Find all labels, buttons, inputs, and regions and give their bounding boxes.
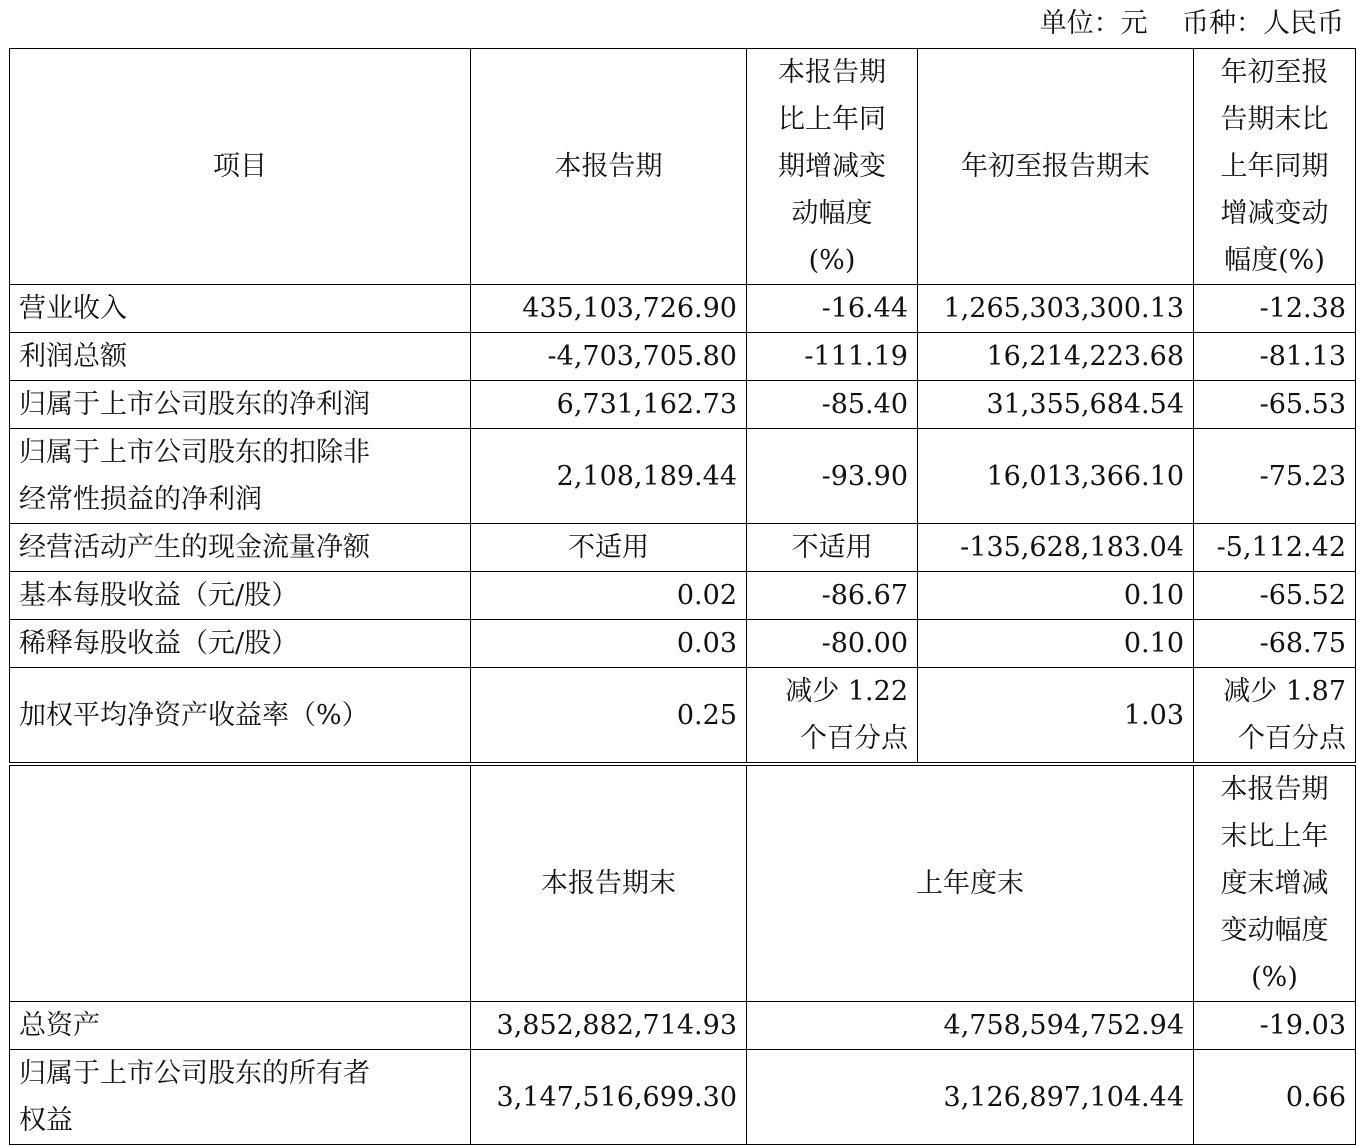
header-row	[10, 49, 1356, 285]
row-current-period: -4,703,705.80	[471, 333, 747, 381]
header-row-balance	[10, 764, 1356, 1002]
row-ytd: 16,013,366.10	[918, 429, 1194, 524]
row-current-yoy: -86.67	[747, 572, 918, 620]
row-current-yoy: 不适用	[747, 524, 918, 572]
row-item-line: 经常性损益的净利润	[19, 484, 262, 515]
header-line: 本报告期	[778, 57, 886, 88]
row-item-line: 权益	[19, 1105, 73, 1136]
row-ytd: -135,628,183.04	[918, 524, 1194, 572]
table-row	[10, 620, 1356, 668]
row-ytd: 0.10	[918, 572, 1194, 620]
table-row	[10, 333, 1356, 381]
row-ytd: 16,214,223.68	[918, 333, 1194, 381]
row-change: -19.03	[1194, 1002, 1356, 1050]
row-current-yoy: -85.40	[747, 381, 918, 429]
table-row	[10, 572, 1356, 620]
row-ytd-yoy: -12.38	[1194, 285, 1356, 333]
header-current-yoy	[747, 49, 918, 285]
header-line: 期增减变	[778, 151, 886, 182]
row-item: 利润总额	[10, 333, 471, 381]
row-item: 基本每股收益（元/股）	[10, 572, 471, 620]
row-ytd-yoy	[1194, 668, 1356, 765]
header-line: 末比上年	[1220, 821, 1329, 852]
header-line: 上年同期	[1220, 151, 1329, 182]
row-ytd-yoy: -5,112.42	[1194, 524, 1356, 572]
header-ytd-label: 年初至报告期末	[961, 151, 1150, 182]
header-current-period-label: 本报告期	[554, 151, 663, 182]
row-item: 营业收入	[10, 285, 471, 333]
row-item	[10, 1050, 471, 1145]
row-ytd-yoy: -65.52	[1194, 572, 1356, 620]
row-item	[10, 429, 471, 524]
header-line: 告期末比	[1220, 104, 1329, 135]
header-change	[1194, 764, 1356, 1002]
table-row	[10, 285, 1356, 333]
header-item-label: 项目	[213, 151, 267, 182]
row-ytd-yoy: -65.53	[1194, 381, 1356, 429]
row-ytd-yoy: -75.23	[1194, 429, 1356, 524]
table-row	[10, 429, 1356, 524]
table-row	[10, 668, 1356, 765]
row-current-yoy-line: 减少 1.22	[785, 676, 908, 707]
header-ytd-yoy	[1194, 49, 1356, 285]
row-current-yoy: -16.44	[747, 285, 918, 333]
row-current-yoy: -93.90	[747, 429, 918, 524]
unit-currency-note: 单位：元 币种：人民币	[1039, 8, 1344, 39]
header-ytd	[918, 49, 1194, 285]
row-item-line: 归属于上市公司股东的所有者	[19, 1058, 370, 1089]
row-ytd: 31,355,684.54	[918, 381, 1194, 429]
row-ytd-yoy: -68.75	[1194, 620, 1356, 668]
row-current-period: 0.03	[471, 620, 747, 668]
header-item	[10, 49, 471, 285]
row-current-yoy-line: 个百分点	[800, 723, 908, 754]
row-item: 稀释每股收益（元/股）	[10, 620, 471, 668]
row-current-yoy	[747, 668, 918, 765]
row-ytd: 0.10	[918, 620, 1194, 668]
row-item-line: 归属于上市公司股东的扣除非	[19, 437, 370, 468]
row-current-yoy: -111.19	[747, 333, 918, 381]
header-current-period	[471, 49, 747, 285]
table-row	[10, 381, 1356, 429]
row-ytd: 1,265,303,300.13	[918, 285, 1194, 333]
row-prior-year-end: 3,126,897,104.44	[747, 1050, 1194, 1145]
row-ytd-yoy-line: 减少 1.87	[1223, 676, 1346, 707]
row-current-period: 不适用	[471, 524, 747, 572]
header-line: 增减变动	[1220, 198, 1329, 229]
row-current-period: 0.02	[471, 572, 747, 620]
table-row	[10, 1002, 1356, 1050]
row-ytd: 1.03	[918, 668, 1194, 765]
financial-data-table	[9, 48, 1356, 1145]
header-line: 动幅度	[791, 198, 873, 229]
row-current-period: 435,103,726.90	[471, 285, 747, 333]
row-item: 归属于上市公司股东的净利润	[10, 381, 471, 429]
row-current-period: 2,108,189.44	[471, 429, 747, 524]
header-item-blank	[10, 764, 471, 1002]
header-line: 幅度(%)	[1224, 245, 1325, 276]
header-line: 变动幅度	[1220, 915, 1329, 946]
table-row	[10, 1050, 1356, 1145]
table-row	[10, 524, 1356, 572]
row-item: 总资产	[10, 1002, 471, 1050]
header-line: (%)	[1251, 962, 1298, 993]
row-current-yoy: -80.00	[747, 620, 918, 668]
row-ytd-yoy-line: 个百分点	[1238, 723, 1346, 754]
row-period-end: 3,852,882,714.93	[471, 1002, 747, 1050]
header-prior-year-end: 上年度末	[747, 764, 1194, 1002]
row-current-period: 6,731,162.73	[471, 381, 747, 429]
header-period-end: 本报告期末	[471, 764, 747, 1002]
header-line: 年初至报	[1220, 57, 1329, 88]
row-period-end: 3,147,516,699.30	[471, 1050, 747, 1145]
row-item: 加权平均净资产收益率（%）	[10, 668, 471, 765]
header-line: 本报告期	[1220, 774, 1329, 805]
row-prior-year-end: 4,758,594,752.94	[747, 1002, 1194, 1050]
row-ytd-yoy: -81.13	[1194, 333, 1356, 381]
header-line: 度末增减	[1220, 868, 1329, 899]
header-line: 比上年同	[778, 104, 886, 135]
header-line: (%)	[808, 245, 856, 276]
row-item: 经营活动产生的现金流量净额	[10, 524, 471, 572]
row-current-period: 0.25	[471, 668, 747, 765]
row-change: 0.66	[1194, 1050, 1356, 1145]
